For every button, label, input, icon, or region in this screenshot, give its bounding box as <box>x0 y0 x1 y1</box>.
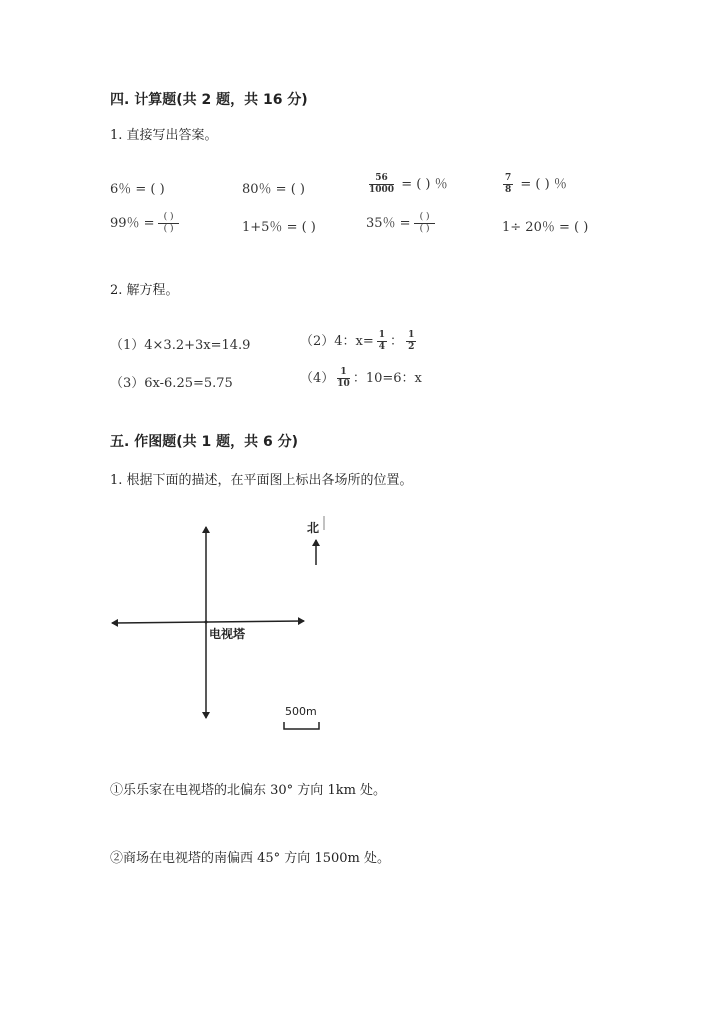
fraction-denominator: 1000 <box>369 185 395 195</box>
item-head: 99％ = <box>110 216 155 231</box>
fraction-numerator: ( ) <box>158 213 180 224</box>
fraction-numerator: 7 <box>505 173 512 183</box>
drawing-question-prompt: 1. 根据下面的描述，在平面图上标出各场所的位置。 <box>110 473 413 488</box>
tv-tower-point <box>205 621 208 624</box>
equation-head: （4） <box>300 371 335 386</box>
question-1-prompt: 1. 直接写出答案。 <box>110 128 218 143</box>
fraction-numerator: 56 <box>369 174 394 185</box>
item-1-plus-5-percent: 1+5％ = ( ) <box>242 220 316 235</box>
equation-1: （1）4×3.2+3x=14.9 <box>110 338 251 353</box>
question-2-prompt: 2. 解方程。 <box>110 283 179 298</box>
fraction-numerator: 1 <box>337 368 350 379</box>
item-6-percent: 6％ = ( ) <box>110 182 165 197</box>
fraction-numerator: 1 <box>408 330 415 340</box>
equation-head: （2）4：x= <box>300 334 374 349</box>
location-description-2: ②商场在电视塔的南偏西 45° 方向 1500m 处。 <box>110 851 390 866</box>
section-4-title: 四. 计算题(共 2 题，共 16 分) <box>110 92 308 108</box>
scale-bar <box>284 722 319 729</box>
fraction-denominator: 4 <box>378 342 386 352</box>
north-label: 北 <box>307 521 320 535</box>
fraction-denominator: ( ) <box>163 224 174 234</box>
equation-tail: ：10=6：x <box>352 371 422 386</box>
fraction-denominator: 2 <box>408 342 415 352</box>
horizontal-axis <box>112 621 304 623</box>
tv-tower-label: 电视塔 <box>209 627 246 641</box>
item-tail: = ( ) ％ <box>401 177 448 192</box>
scale-label: 500m <box>285 705 317 718</box>
item-1-div-20-percent: 1÷ 20％ = ( ) <box>502 220 589 235</box>
ratio-separator: ： <box>390 334 404 349</box>
item-head: 35％ = <box>366 216 411 231</box>
fraction-denominator: ( ) <box>419 224 430 234</box>
item-tail: = ( ) ％ <box>520 177 567 192</box>
location-description-1: ①乐乐家在电视塔的北偏东 30° 方向 1km 处。 <box>110 783 387 798</box>
fraction-denominator: 10 <box>337 379 350 389</box>
fraction-denominator: 8 <box>505 185 512 195</box>
fraction-numerator: 1 <box>378 330 386 340</box>
section-5-title: 五. 作图题(共 1 题，共 6 分) <box>110 434 298 450</box>
item-80-percent: 80％ = ( ) <box>242 182 305 197</box>
fraction-numerator: ( ) <box>414 213 436 224</box>
equation-3: （3）6x-6.25=5.75 <box>110 376 233 391</box>
